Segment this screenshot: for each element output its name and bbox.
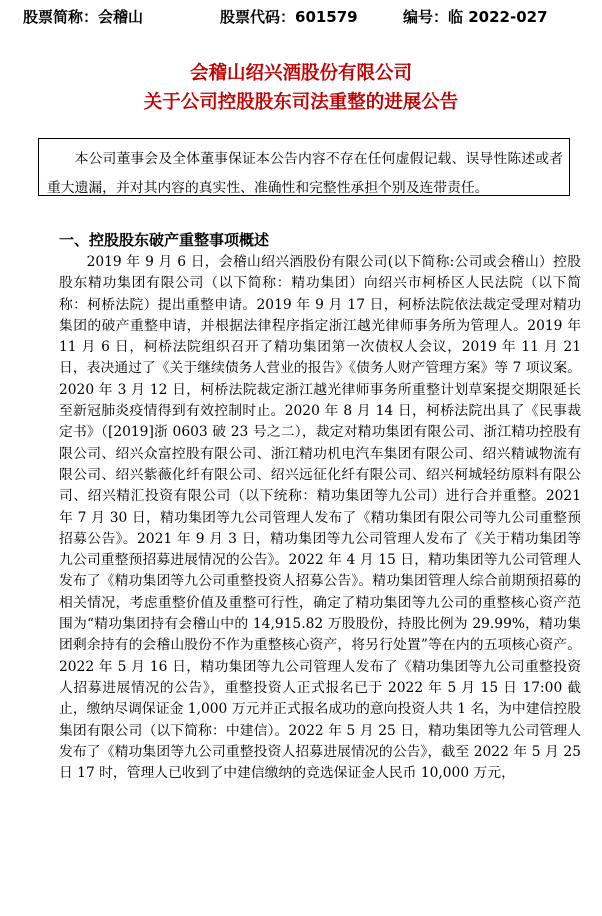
stock-code: 股票代码：601579 (220, 8, 358, 26)
section-heading: 一、控股股东破产重整事项概述 (59, 231, 270, 249)
board-guarantee-notice: 本公司董事会及全体董事保证本公告内容不存在任何虚假记载、误导性陈述或者重大遗漏，并对其内容的真实性、准确性和完整性承担个别及连带责任。 (38, 138, 570, 196)
stock-abbreviation: 股票简称：会稽山 (23, 8, 144, 26)
section-body-paragraph: 2019 年 9 月 6 日，会稽山绍兴酒股份有限公司(以下简称:公司或会稽山）控股股东精功集团有限公司（以下简称：精功集团）向绍兴市柯桥区人民法院（以下简称：柯桥法院）提出重整申请。2019 年 9 月 17 日，柯桥法院依法裁定受理对精功集团的破产重整申请，并根据法律程序指定浙江越光律师事务所为管理人。2019 年 11 月 6 日，柯桥法院组织召开了精功集团第一次债权人会议，2019 年 11 月 21 日，表决通过了《关于继续债务人营业的报告》《债务人财产管理方案》等 7 项议案。2020 年 3 月 12 日，柯桥法院裁定浙江越光律师事务所重整计划草案提交期限延长至新冠肺炎疫情得到有效控制时止。2020 年 8 月 14 日，柯桥法院出具了《民事裁定书》（[2019]浙 0603 破 23 号之二），裁定对精功集团有限公司、浙江精功控股有限公司、绍兴众富控股有限公司、浙江精功机电汽车集团有限公司、绍兴精诚物流有限公司、绍兴紫薇化纤有限公司、绍兴远征化纤有限公司、绍兴柯城轻纺原料有限公司、绍兴精汇投资有限公司（以下统称：精功集团等九公司）进行合并重整。2021 年 7 月 30 日，精功集团等九公司管理人发布了《精功集团有限公司等九公司重整预招募公告》。2021 年 9 月 3 日，精功集团等九公司管理人发布了《关于精功集团等九公司重整预招募进展情况的公告》。2022 年 4 月 15 日，精功集团等九公司管理人发布了《精功集团等九公司重整投资人招募公告》。精功集团管理人综合前期预招募的相关情况，考虑重整价值及重整可行性，确定了精功集团等九公司的重整核心资产范围为“精功集团持有会稽山中的 14,915.82 万股股份，持股比例为 29.99%，精功集团剩余持有的会稽山股份不作为重整核心资产，将另行处置”等在内的五项核心资产。2022 年 5 月 16 日，精功集团等九公司管理人发布了《精功集团等九公司重整投资人招募进展情况的公告》，重整投资人正式报名已于 2022 年 5 月 15 日 17:00 截止，缴纳尽调保证金 1,000 万元并正式报名成功的意向投资人共 1 名，为中建信控股集团有限公司（以下简称：中建信）。2022 年 5 月 25 日，精功集团等九公司管理人发布了《精功集团等九公司重整投资人招募进展情况的公告》，截至 2022 年 5 月 25 日 17 时，管理人已收到了中建信缴纳的竞选保证金人民币 10,000 万元， (59, 254, 581, 782)
company-title: 会稽山绍兴酒股份有限公司 (189, 63, 412, 84)
notice-number: 编号：临 2022-027 (403, 8, 548, 26)
announcement-title: 关于公司控股股东司法重整的进展公告 (143, 92, 459, 113)
announcement-header (0, 6, 602, 28)
